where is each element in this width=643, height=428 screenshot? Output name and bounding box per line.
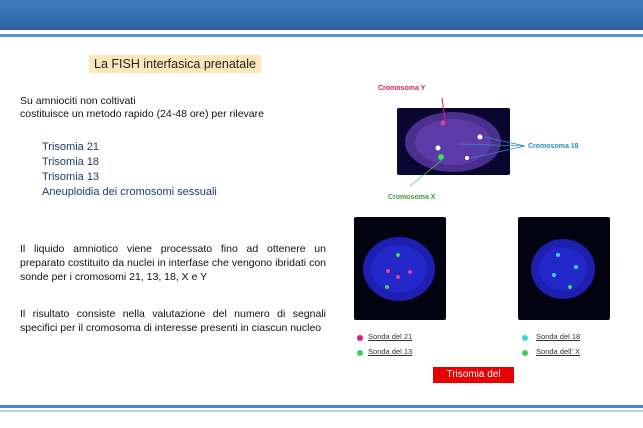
legend-probe-18: Sonda del 18 bbox=[536, 332, 581, 341]
trisomy-badge: Trisomia del bbox=[433, 367, 514, 383]
legend-dot-green-x bbox=[522, 350, 528, 356]
list-item: Aneuploidia dei cromosomi sessuali bbox=[42, 186, 217, 198]
footer-divider bbox=[0, 405, 643, 408]
slide-title: La FISH interfasica prenatale bbox=[89, 55, 261, 73]
header-bar bbox=[0, 0, 643, 30]
label-chromosome-18: Cromosoma 18 bbox=[528, 143, 579, 150]
fish-nucleus-image-left bbox=[354, 217, 446, 320]
annotation-arrows bbox=[380, 90, 540, 200]
condition-list bbox=[42, 140, 217, 200]
legend-probe-13: Sonda del 13 bbox=[368, 347, 413, 356]
legend-dot-green bbox=[357, 350, 363, 356]
legend-probe-x: Sonda dell' X bbox=[536, 347, 580, 356]
intro-line-2: costituisce un metodo rapido (24-48 ore) per rilevare bbox=[20, 108, 264, 120]
legend-dot-magenta bbox=[357, 335, 363, 341]
header-divider bbox=[0, 34, 643, 37]
paragraph-result: Il risultato consiste nella valutazione del numero di segnali specifici per il cromosoma di interesse presenti in ciascun nucleo bbox=[20, 308, 326, 334]
list-item: Trisomia 21 bbox=[42, 141, 100, 153]
intro-line-1: Su amniociti non coltivati bbox=[20, 95, 136, 107]
paragraph-processing: Il liquido amniotico viene processato fino ad ottenere un preparato costituito da nuclei in interfase che vengono ibridati con sonde per i cromosomi 21, 13, 18, X e Y bbox=[20, 243, 326, 283]
footer-divider-light bbox=[0, 410, 643, 412]
label-chromosome-y: Cromosoma Y bbox=[378, 85, 426, 92]
list-item: Trisomia 18 bbox=[42, 156, 100, 168]
list-item: Trisomia 13 bbox=[42, 171, 100, 183]
label-chromosome-x: Cromosoma X bbox=[388, 194, 436, 201]
fish-nucleus-image-right bbox=[518, 217, 610, 320]
legend-probe-21: Sonda del 21 bbox=[368, 332, 413, 341]
legend-dot-cyan bbox=[522, 335, 528, 341]
